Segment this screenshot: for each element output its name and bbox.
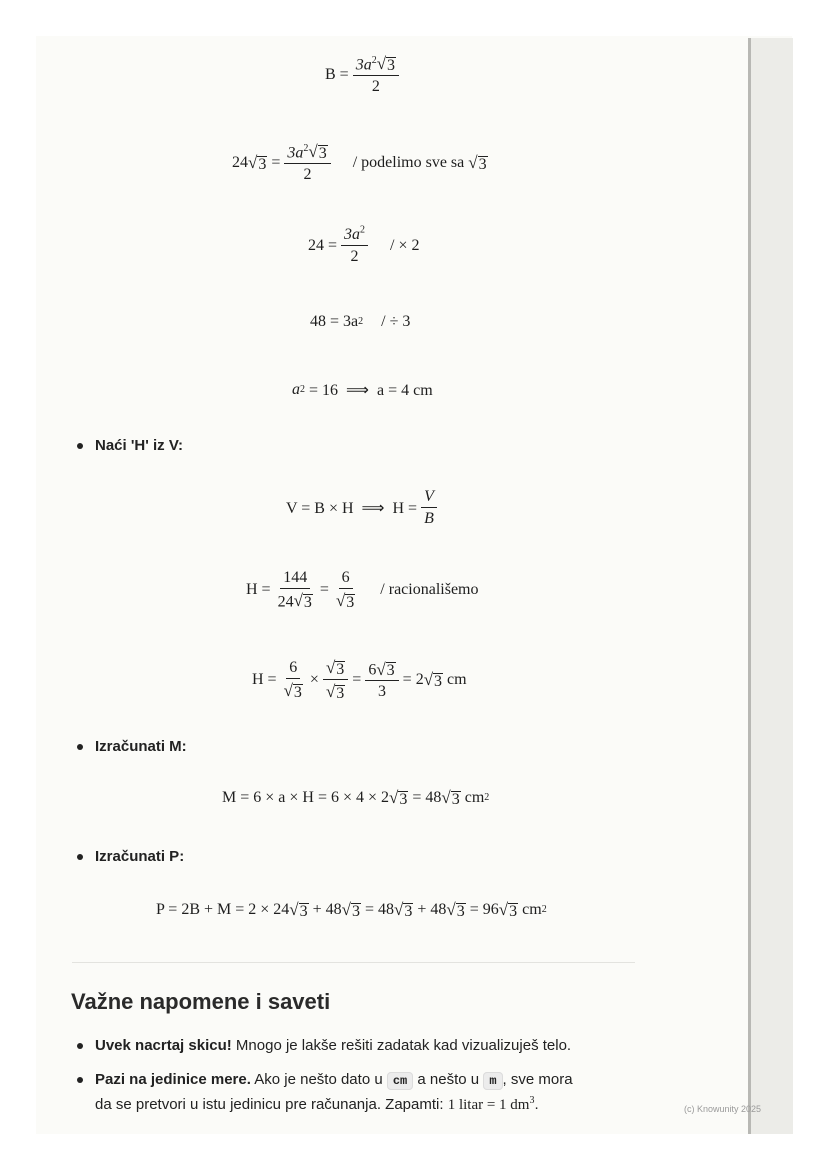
formula-side-result: a 2 = 16 ⟹ a = 4 cm <box>292 381 433 399</box>
watermark: (c) Knowunity 2025 <box>684 1104 762 1114</box>
fraction: √ 3 √ 3 <box>323 658 348 702</box>
fraction: $\frac{3a^2}{2}$ <box>341 226 368 265</box>
fraction: 6 √ 3 3 <box>365 659 398 701</box>
step-note: / podelimo sve sa <box>352 153 465 171</box>
bullet-label: Izračunati P: <box>95 848 185 865</box>
tip-units: Pazi na jedinice mere. Ako je nešto dato u cm a nešto u m , sve mora da se pretvori u istu jedinicu pre računanja. Zapamti: 1 litar = 1 $dm^3$. <box>77 1068 573 1117</box>
bullet-dot <box>77 1077 83 1083</box>
fraction: 6 √ 3 <box>283 659 302 701</box>
fraction: 6 √ 3 <box>335 569 355 611</box>
bullet-find-h <box>77 437 183 454</box>
divider <box>72 962 635 963</box>
step-note: / ÷ 3 <box>381 313 411 330</box>
formula-total-area: P = 2B + M = 2 × 24 √ 3 + 48 √ 3 = 48 √ 3 + 48 √ 3 = 96 √ 3 cm 2 <box>156 900 547 920</box>
formula-h-step-1: H = 144 24 √ 3 = 6 √ 3 / racionališemo <box>246 569 479 611</box>
section-heading: Važne napomene i saveti <box>71 989 331 1014</box>
formula-base-area <box>325 54 403 96</box>
code-m: m <box>483 1072 502 1090</box>
fraction: 144 24 √ 3 <box>277 569 312 611</box>
formula-lateral-area: M = 6 × a × H = 6 × 4 × 2 √ 3 = 48 √ 3 cm 2 <box>222 788 490 808</box>
fraction: $3a^2$ √ 3 2 <box>353 54 399 96</box>
bullet-dot <box>77 443 83 449</box>
fraction: $\frac{V}{B}$ <box>421 488 437 527</box>
bullet-dot <box>77 744 83 750</box>
bullet-calc-p <box>77 848 184 865</box>
formula-h-from-v: V = B × H ⟹ H = $\frac{V}{B}$ <box>286 488 441 527</box>
formula-lhs: B = <box>325 65 349 83</box>
scrollbar[interactable] <box>748 38 793 1134</box>
formula-h-step-2: H = 6 √ 3 × √ 3 √ 3 = 6 √ 3 3 = 2 √ 3 cm <box>252 658 467 702</box>
bullet-label: Naći 'H' iz V: <box>95 437 183 454</box>
bullet-dot <box>77 854 83 860</box>
bullet-label: Izračunati M: <box>95 738 187 755</box>
fraction: $3a^2$ √ 3 2 <box>284 142 330 184</box>
bullet-calc-m <box>77 738 187 755</box>
code-cm: cm <box>387 1072 413 1090</box>
step-note: / racionališemo <box>380 580 479 598</box>
step-note: / × 2 <box>390 236 420 254</box>
formula-step-2: 24 √ 3 = $3a^2$ √ 3 2 / podelimo sve sa √ 3 <box>232 142 487 183</box>
bullet-dot <box>77 1043 83 1049</box>
tip-sketch: Uvek nacrtaj skicu! Mnogo je lakše rešiti zadatak kad vizualizuješ telo. <box>77 1034 571 1058</box>
formula-step-3: 24 = $\frac{3a^2}{2}$ / × 2 <box>308 224 420 265</box>
formula-step-4: 48 = 3a 2 / ÷ 3 <box>310 313 411 330</box>
